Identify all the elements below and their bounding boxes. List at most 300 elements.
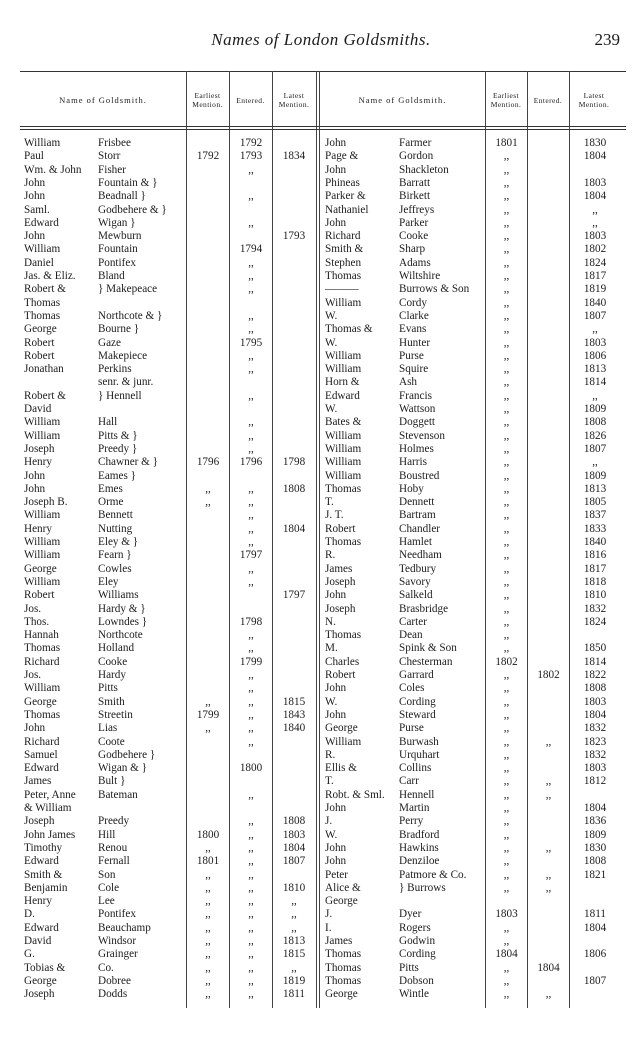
- latest-cell: 1793: [282, 230, 306, 243]
- latest-cell: 1797: [282, 589, 306, 602]
- name-last-cell: Hawkins: [399, 841, 439, 854]
- name-first-cell: William: [325, 735, 362, 748]
- name-last-cell: Coles: [399, 682, 425, 695]
- name-first-cell: Thomas: [325, 629, 362, 642]
- name-first-cell: William: [24, 243, 61, 256]
- name-last-cell: Purse: [399, 349, 424, 362]
- earliest-cell: ,,: [503, 589, 510, 602]
- table-row: [0, 669, 642, 682]
- table-row: [0, 270, 642, 283]
- name-first-cell: George: [325, 988, 358, 1001]
- earliest-cell: ,,: [503, 988, 510, 1001]
- latest-cell: 1832: [583, 722, 607, 735]
- name-first-cell: Henry: [24, 456, 52, 469]
- entered-cell: ,,: [248, 283, 254, 296]
- table-row: [0, 257, 642, 270]
- name-last-cell: Bland: [98, 270, 125, 282]
- name-last-cell: Godwin: [399, 935, 436, 947]
- table-row: [0, 150, 642, 163]
- name-first-cell: R.: [325, 748, 336, 761]
- earliest-cell: ,,: [503, 190, 510, 203]
- name-first-cell: Thomas: [325, 961, 362, 974]
- latest-cell: 1817: [583, 270, 607, 282]
- latest-cell: 1821: [583, 868, 607, 881]
- earliest-cell: ,,: [205, 881, 211, 894]
- name-first-cell: W.: [325, 828, 338, 841]
- entered-cell: ,,: [248, 722, 254, 735]
- name-last-cell: Gordon: [399, 150, 434, 163]
- table-row: [0, 563, 642, 576]
- name-first-cell: William: [24, 536, 61, 548]
- name-last-cell: Son: [98, 868, 116, 881]
- name-last-cell: Lowndes }: [98, 615, 148, 628]
- name-last-cell: Smith: [98, 695, 125, 708]
- name-last-cell: Fearn }: [98, 549, 132, 562]
- name-last-cell: Jeffreys: [399, 203, 435, 216]
- earliest-cell: ,,: [503, 921, 510, 934]
- name-last-cell: Pontifex: [98, 908, 136, 921]
- earliest-cell: ,,: [503, 429, 510, 442]
- latest-cell: 1817: [583, 562, 607, 575]
- earliest-cell: ,,: [503, 469, 510, 482]
- entered-cell: 1796: [239, 456, 263, 469]
- name-first-cell: William: [24, 575, 61, 588]
- name-last-cell: Francis: [399, 389, 432, 402]
- earliest-cell: ,,: [503, 615, 510, 628]
- table-row: [0, 390, 642, 403]
- entered-cell: ,,: [248, 669, 254, 681]
- name-last-cell: Holland: [98, 642, 135, 655]
- name-last-cell: Fisher: [98, 163, 126, 176]
- name-first-cell: Joseph: [325, 602, 356, 615]
- name-first-cell: Jas. & Eliz.: [24, 270, 76, 282]
- page-title: Names of London Goldsmiths.: [211, 30, 431, 49]
- name-first-cell: William: [325, 456, 362, 469]
- entered-cell: ,,: [248, 974, 254, 987]
- name-first-cell: John: [325, 163, 347, 176]
- name-first-cell: Robt. & Sml.: [325, 788, 385, 801]
- name-first-cell: William: [24, 137, 61, 149]
- earliest-cell: ,,: [503, 442, 510, 455]
- col-header-name-right: Name of Goldsmith.: [358, 94, 447, 105]
- latest-cell: 1804: [583, 150, 607, 163]
- name-last-cell: Parker: [399, 216, 429, 229]
- name-first-cell: Stephen: [325, 256, 362, 269]
- table-row: [0, 310, 642, 323]
- earliest-cell: ,,: [503, 855, 510, 868]
- name-last-cell: Fernall: [98, 855, 130, 868]
- name-last-cell: Coote: [98, 735, 125, 748]
- entered-cell: 1800: [239, 762, 263, 775]
- name-first-cell: John: [325, 841, 347, 854]
- entered-cell: ,,: [248, 429, 254, 442]
- name-first-cell: John: [24, 190, 46, 203]
- name-last-cell: Patmore & Co.: [399, 868, 467, 881]
- latest-cell: 1824: [583, 615, 607, 628]
- latest-cell: 1807: [282, 855, 306, 868]
- name-first-cell: N.: [325, 615, 336, 628]
- name-last-cell: Savory: [399, 575, 431, 588]
- col-header-latest-left: Latest Mention.: [278, 91, 310, 109]
- name-first-cell: & William: [24, 802, 72, 814]
- name-last-cell: Eley: [98, 575, 119, 588]
- name-first-cell: Page &: [325, 150, 359, 163]
- entered-cell: ,,: [545, 775, 552, 788]
- name-first-cell: Thomas: [325, 536, 362, 548]
- name-last-cell: Pitts: [98, 682, 118, 695]
- name-first-cell: William: [325, 296, 362, 309]
- name-last-cell: Chesterman: [399, 655, 453, 668]
- name-first-cell: William: [325, 349, 362, 362]
- latest-cell: 1802: [583, 243, 607, 256]
- table-row: [0, 323, 642, 336]
- name-last-cell: Dobson: [399, 974, 434, 987]
- name-last-cell: Windsor: [98, 935, 137, 947]
- earliest-cell: ,,: [503, 708, 510, 721]
- entered-cell: ,,: [248, 575, 254, 588]
- latest-cell: 1834: [282, 150, 306, 163]
- name-first-cell: T.: [325, 775, 334, 788]
- name-first-cell: Robert: [24, 589, 55, 602]
- entered-cell: ,,: [248, 442, 254, 455]
- name-first-cell: John: [325, 708, 347, 721]
- table-row: [0, 762, 642, 775]
- entered-cell: ,,: [248, 216, 254, 229]
- entered-cell: ,,: [248, 935, 254, 947]
- name-last-cell: Martin: [399, 802, 430, 814]
- name-first-cell: John: [325, 855, 347, 868]
- table-row: [0, 243, 642, 256]
- earliest-cell: ,,: [503, 176, 510, 189]
- name-first-cell: Peter, Anne: [24, 788, 76, 801]
- name-last-cell: Carr: [399, 775, 419, 788]
- name-last-cell: Urquhart: [399, 748, 440, 761]
- name-last-cell: Chandler: [399, 522, 441, 535]
- earliest-cell: ,,: [503, 403, 510, 415]
- name-first-cell: George: [24, 695, 57, 708]
- name-first-cell: John: [325, 137, 347, 149]
- earliest-cell: ,,: [503, 323, 510, 336]
- entered-cell: ,,: [248, 363, 254, 376]
- entered-cell: ,,: [248, 682, 254, 695]
- name-last-cell: Bartram: [399, 509, 436, 522]
- earliest-cell: ,,: [503, 522, 510, 535]
- earliest-cell: 1804: [495, 948, 518, 961]
- entered-cell: ,,: [248, 562, 254, 575]
- latest-cell: ,,: [592, 203, 598, 216]
- name-first-cell: Thomas: [325, 482, 362, 495]
- latest-cell: 1816: [583, 549, 607, 562]
- table-row: [0, 137, 642, 150]
- name-first-cell: Robert &: [24, 283, 66, 296]
- name-first-cell: Bates &: [325, 416, 362, 429]
- latest-cell: ,,: [592, 389, 598, 402]
- name-last-cell: Wigan & }: [98, 762, 148, 775]
- name-last-cell: Cooke: [98, 655, 128, 668]
- name-last-cell: Beauchamp: [98, 921, 151, 934]
- earliest-cell: ,,: [503, 363, 510, 376]
- table-row: [0, 882, 642, 895]
- earliest-cell: 1801: [495, 137, 518, 149]
- earliest-cell: ,,: [503, 881, 510, 894]
- latest-cell: 1804: [282, 841, 306, 854]
- earliest-cell: ,,: [503, 762, 510, 775]
- name-first-cell: W.: [325, 695, 338, 708]
- name-last-cell: Bateman: [98, 788, 138, 801]
- entered-cell: ,,: [248, 815, 254, 828]
- name-first-cell: John: [24, 722, 46, 735]
- latest-cell: 1809: [583, 828, 607, 841]
- latest-cell: 1819: [583, 283, 607, 296]
- table-row: [0, 869, 642, 882]
- name-first-cell: David: [24, 935, 52, 947]
- name-last-cell: Bennett: [98, 509, 133, 522]
- table-row: [0, 523, 642, 536]
- name-last-cell: Cooke: [399, 230, 429, 243]
- earliest-cell: ,,: [503, 828, 510, 841]
- name-last-cell: Godbehere & }: [98, 203, 167, 216]
- entered-cell: ,,: [248, 908, 254, 921]
- latest-cell: ,,: [291, 908, 297, 921]
- earliest-cell: ,,: [503, 296, 510, 309]
- name-first-cell: Timothy: [24, 841, 63, 854]
- name-last-cell: Spink & Son: [399, 642, 457, 655]
- name-last-cell: Purse: [399, 722, 424, 735]
- earliest-cell: ,,: [205, 868, 211, 881]
- name-last-cell: Hunter: [399, 336, 431, 349]
- latest-cell: 1803: [583, 762, 607, 775]
- name-last-cell: Hamlet: [399, 536, 432, 548]
- entered-cell: ,,: [545, 868, 552, 881]
- name-first-cell: Thomas: [24, 642, 61, 655]
- table-row: [0, 283, 642, 296]
- entered-cell: 1795: [239, 336, 263, 349]
- table-row: [0, 217, 642, 230]
- table-row: [0, 629, 642, 642]
- name-last-cell: Frisbee: [98, 137, 131, 149]
- name-first-cell: Joseph: [24, 815, 55, 828]
- latest-cell: 1806: [583, 349, 607, 362]
- earliest-cell: ,,: [503, 961, 510, 974]
- name-last-cell: Squire: [399, 363, 429, 376]
- latest-cell: 1814: [583, 655, 607, 668]
- earliest-cell: ,,: [503, 536, 510, 548]
- earliest-cell: ,,: [503, 802, 510, 814]
- entered-cell: 1797: [239, 549, 263, 562]
- earliest-cell: ,,: [503, 748, 510, 761]
- entered-cell: ,,: [248, 163, 254, 176]
- name-first-cell: Nathaniel: [325, 203, 369, 216]
- col-header-name-left: Name of Goldsmith.: [59, 94, 147, 105]
- table-row: [0, 749, 642, 762]
- name-first-cell: J.: [325, 815, 333, 828]
- name-first-cell: David: [24, 403, 52, 415]
- name-first-cell: Daniel: [24, 256, 54, 269]
- earliest-cell: ,,: [503, 243, 510, 256]
- entered-cell: ,,: [248, 695, 254, 708]
- name-last-cell: senr. & junr.: [98, 376, 154, 389]
- name-first-cell: Edward: [325, 389, 360, 402]
- name-first-cell: Smith &: [24, 868, 63, 881]
- latest-cell: 1819: [282, 974, 306, 987]
- earliest-cell: ,,: [503, 270, 510, 282]
- name-last-cell: Cordy: [399, 296, 427, 309]
- entered-cell: ,,: [248, 323, 254, 336]
- name-first-cell: Wm. & John: [24, 163, 82, 176]
- latest-cell: 1832: [583, 602, 607, 615]
- table-row: [0, 948, 642, 961]
- name-last-cell: Clarke: [399, 309, 429, 322]
- latest-cell: 1833: [583, 522, 607, 535]
- latest-cell: 1803: [583, 695, 607, 708]
- latest-cell: 1830: [583, 137, 607, 149]
- earliest-cell: ,,: [205, 948, 211, 961]
- latest-cell: 1840: [583, 536, 607, 548]
- earliest-cell: ,,: [503, 456, 510, 469]
- col-header-entered-left: Entered.: [236, 95, 265, 105]
- entered-cell: ,,: [545, 788, 552, 801]
- name-last-cell: Wiltshire: [399, 270, 441, 282]
- table-row: [0, 975, 642, 988]
- table-row: [0, 443, 642, 456]
- name-last-cell: } Hennell: [98, 389, 142, 402]
- name-first-cell: Thomas: [24, 309, 61, 322]
- entered-cell: 1802: [537, 669, 560, 681]
- name-first-cell: Jonathan: [24, 363, 64, 376]
- name-first-cell: Edward: [24, 855, 59, 868]
- entered-cell: ,,: [248, 190, 254, 203]
- name-last-cell: Doggett: [399, 416, 436, 429]
- name-first-cell: John: [24, 176, 46, 189]
- latest-cell: 1803: [583, 230, 607, 243]
- entered-cell: ,,: [248, 961, 254, 974]
- name-last-cell: Lee: [98, 895, 115, 908]
- table-row: [0, 815, 642, 828]
- latest-cell: 1806: [583, 948, 607, 961]
- table-row: [0, 549, 642, 562]
- name-first-cell: John: [325, 802, 347, 814]
- name-last-cell: Northcote: [98, 629, 143, 642]
- name-first-cell: G.: [24, 948, 35, 961]
- entered-cell: ,,: [248, 416, 254, 429]
- entered-cell: 1792: [239, 137, 263, 149]
- name-first-cell: Robert: [325, 669, 356, 681]
- latest-cell: 1843: [282, 708, 306, 721]
- name-last-cell: Streetin: [98, 708, 133, 721]
- table-row: [0, 775, 642, 788]
- name-last-cell: Salkeld: [399, 589, 433, 602]
- earliest-cell: ,,: [205, 935, 211, 947]
- table-row: [0, 642, 642, 655]
- latest-cell: 1804: [583, 802, 607, 814]
- entered-cell: ,,: [248, 522, 254, 535]
- name-last-cell: Adams: [399, 256, 431, 269]
- table-row: [0, 403, 642, 416]
- name-first-cell: Thomas: [24, 296, 61, 309]
- latest-cell: 1803: [583, 336, 607, 349]
- earliest-cell: ,,: [503, 216, 510, 229]
- entered-cell: ,,: [545, 988, 552, 1001]
- name-first-cell: W.: [325, 336, 338, 349]
- table-row: [0, 536, 642, 549]
- entered-cell: ,,: [248, 881, 254, 894]
- name-last-cell: Emes: [98, 482, 123, 495]
- name-first-cell: Robert: [325, 522, 356, 535]
- name-last-cell: Birkett: [399, 190, 431, 203]
- name-first-cell: Samuel: [24, 748, 58, 761]
- name-last-cell: Wigan }: [98, 216, 136, 229]
- earliest-cell: ,,: [503, 602, 510, 615]
- latest-cell: 1809: [583, 403, 607, 415]
- latest-cell: 1815: [282, 948, 306, 961]
- entered-cell: ,,: [248, 895, 254, 908]
- earliest-cell: ,,: [503, 562, 510, 575]
- earliest-cell: 1802: [495, 655, 518, 668]
- earliest-cell: ,,: [503, 349, 510, 362]
- latest-cell: 1804: [583, 708, 607, 721]
- latest-cell: 1811: [283, 988, 305, 1001]
- entered-cell: ,,: [248, 389, 254, 402]
- name-last-cell: Evans: [399, 323, 427, 336]
- entered-cell: 1793: [239, 150, 263, 163]
- entered-cell: ,,: [248, 536, 254, 548]
- name-first-cell: John James: [24, 828, 76, 841]
- latest-cell: 1813: [583, 363, 607, 376]
- name-first-cell: John: [325, 216, 347, 229]
- name-last-cell: Bourne }: [98, 323, 140, 336]
- earliest-cell: ,,: [503, 669, 510, 681]
- name-last-cell: Farmer: [399, 137, 432, 149]
- name-last-cell: Boustred: [399, 469, 440, 482]
- table-row: [0, 430, 642, 443]
- name-last-cell: Preedy: [98, 815, 130, 828]
- earliest-cell: ,,: [503, 309, 510, 322]
- name-last-cell: Co.: [98, 961, 114, 974]
- top-rule: [20, 71, 626, 72]
- page-number: 239: [594, 30, 620, 49]
- name-last-cell: Preedy }: [98, 442, 138, 455]
- latest-cell: 1803: [282, 828, 306, 841]
- entered-cell: 1804: [537, 961, 560, 974]
- entered-cell: ,,: [248, 868, 254, 881]
- name-first-cell: Henry: [24, 895, 52, 908]
- table-row: [0, 922, 642, 935]
- header-rule-double: [20, 129, 626, 130]
- name-first-cell: Thomas: [325, 948, 362, 961]
- earliest-cell: ,,: [503, 841, 510, 854]
- name-first-cell: Richard: [24, 735, 60, 748]
- name-last-cell: Hardy: [98, 669, 126, 681]
- entered-cell: ,,: [248, 349, 254, 362]
- col-header-entered-right: Entered.: [533, 95, 563, 105]
- name-last-cell: Pitts: [399, 961, 419, 974]
- name-last-cell: Chawner & }: [98, 456, 159, 469]
- name-last-cell: Sharp: [399, 243, 426, 256]
- name-last-cell: Wintle: [399, 988, 429, 1001]
- entered-cell: ,,: [248, 921, 254, 934]
- earliest-cell: ,,: [205, 841, 211, 854]
- table-row: [0, 470, 642, 483]
- table-row: [0, 416, 642, 429]
- col-header-latest-right: Latest Mention.: [578, 91, 610, 109]
- latest-cell: 1808: [583, 855, 607, 868]
- table-row: [0, 962, 642, 975]
- earliest-cell: ,,: [503, 815, 510, 828]
- name-first-cell: Robert: [24, 349, 55, 362]
- latest-cell: 1830: [583, 841, 607, 854]
- latest-cell: 1824: [583, 256, 607, 269]
- name-first-cell: Robert: [24, 336, 55, 349]
